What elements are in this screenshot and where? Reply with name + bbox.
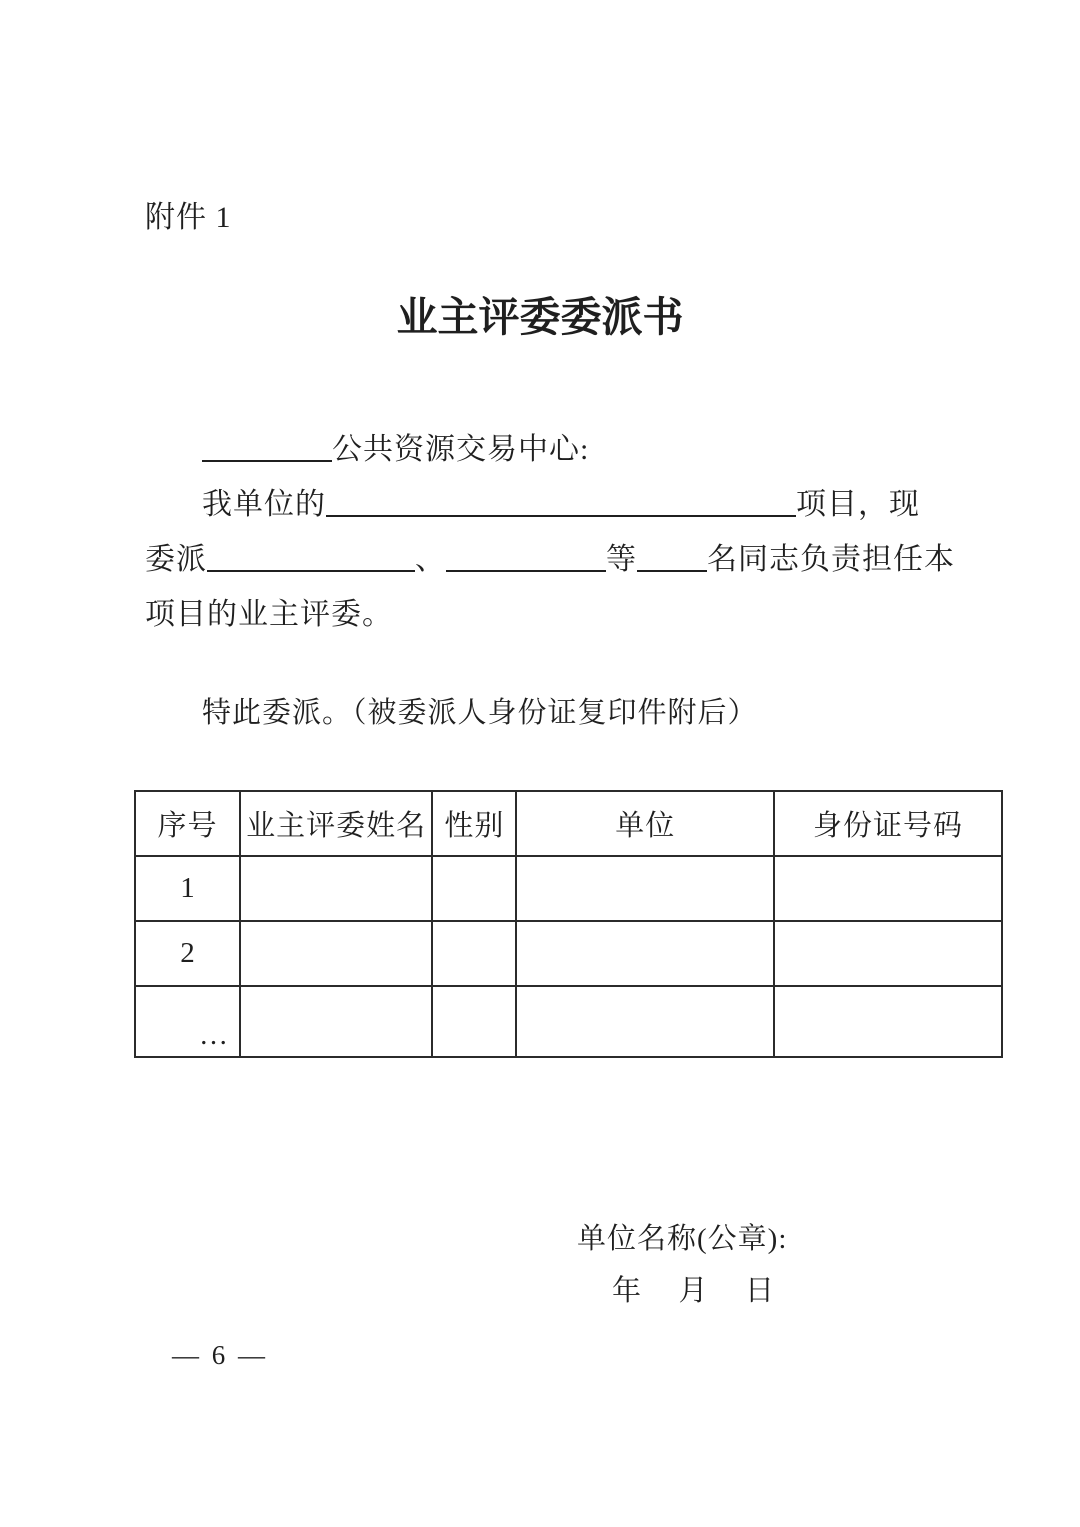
letter-line: [145, 587, 955, 642]
blank-fill-in-field: [326, 485, 796, 517]
roster-empty-cell: [432, 986, 516, 1057]
roster-cell: …: [135, 986, 240, 1057]
roster-empty-cell: [774, 921, 1002, 986]
letter-text: 等: [606, 543, 637, 576]
blank-fill-in-field: [202, 430, 332, 462]
roster-column-header: 身份证号码: [774, 791, 1002, 856]
letter-line: [145, 422, 955, 477]
letter-text: 项目的业主评委。: [145, 598, 393, 631]
letter-text: 我单位的: [202, 488, 326, 521]
roster-empty-cell: [774, 856, 1002, 921]
roster-row: [135, 986, 1002, 1057]
blank-fill-in-field: [207, 540, 415, 572]
signature-date-line: [612, 1268, 774, 1309]
roster-empty-cell: [240, 986, 432, 1057]
attachment-label: 附件 1: [145, 201, 232, 234]
date-part: 年: [612, 1275, 642, 1307]
letter-text: 公共资源交易中心:: [332, 433, 590, 466]
roster-empty-cell: [240, 921, 432, 986]
roster-header-row: [135, 791, 1002, 856]
roster-empty-cell: [774, 986, 1002, 1057]
roster-column-header: 单位: [516, 791, 773, 856]
date-part: 日: [744, 1275, 774, 1307]
letter-text: 名同志负责担任本: [707, 543, 955, 576]
roster-column-header: 业主评委姓名: [240, 791, 432, 856]
blank-fill-in-field: [637, 540, 707, 572]
letter-line: [145, 532, 955, 587]
signature-unit-label: 单位名称(公章):: [577, 1223, 788, 1255]
roster-cell: 1: [135, 856, 240, 921]
roster-column-header: 序号: [135, 791, 240, 856]
date-part: 月: [678, 1275, 708, 1307]
roster-empty-cell: [516, 856, 773, 921]
document-title: 业主评委委派书: [396, 294, 684, 340]
pledge-line: 特此委派。（被委派人身份证复印件附后）: [202, 697, 758, 729]
roster-empty-cell: [516, 986, 773, 1057]
roster-column-header: 性别: [432, 791, 516, 856]
letter-text: 委派: [145, 543, 207, 576]
letter-text: 、: [415, 543, 446, 576]
roster-row: [135, 921, 1002, 986]
letter-line: [145, 477, 955, 532]
roster-row: [135, 856, 1002, 921]
roster-table: [134, 790, 1003, 1058]
blank-fill-in-field: [446, 540, 606, 572]
roster-empty-cell: [516, 921, 773, 986]
roster-cell: 2: [135, 921, 240, 986]
letter-body: [145, 422, 955, 642]
roster-empty-cell: [432, 921, 516, 986]
letter-text: 项目，现: [796, 488, 920, 521]
roster-empty-cell: [240, 856, 432, 921]
page-number: — 6 —: [172, 1340, 268, 1370]
roster-empty-cell: [432, 856, 516, 921]
